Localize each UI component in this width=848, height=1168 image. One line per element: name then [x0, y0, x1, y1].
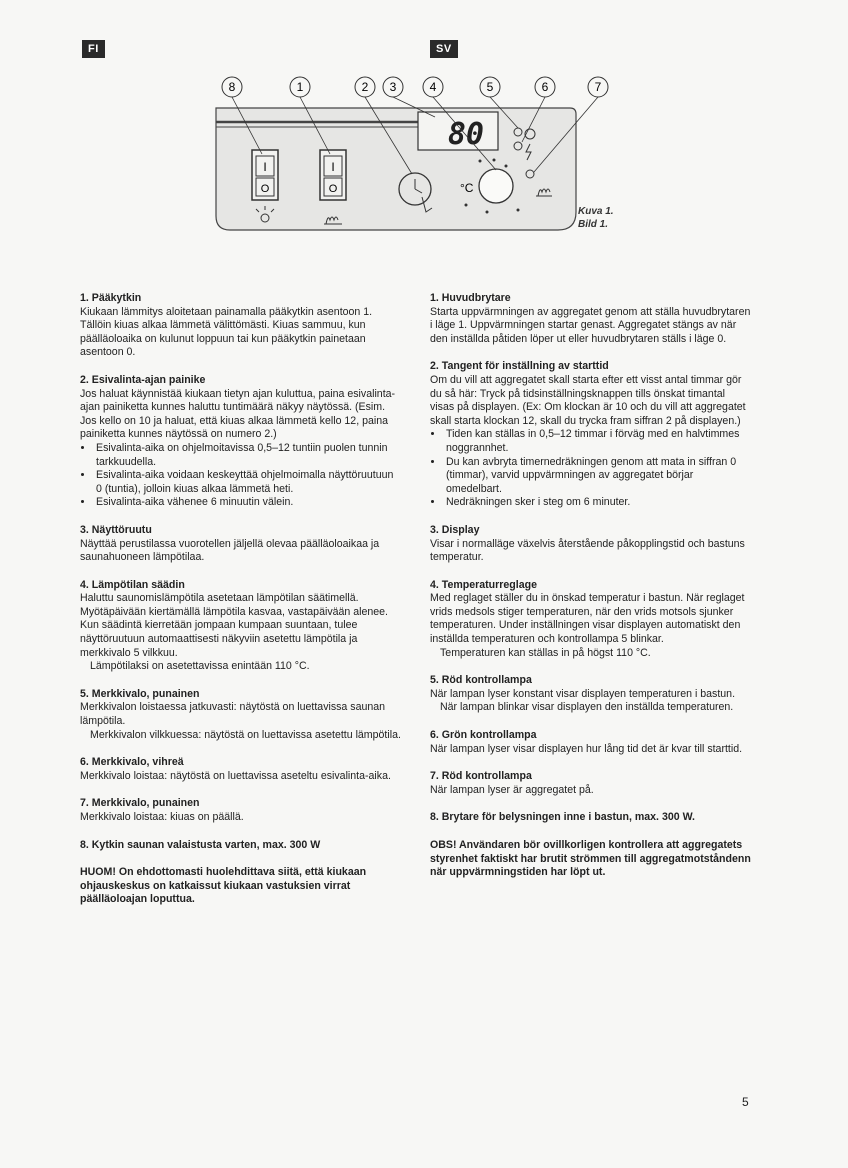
section-heading: 2. Esivalinta-ajan painike — [80, 373, 206, 386]
callout-label: 1 — [296, 80, 304, 94]
caption-sv: Bild 1. — [578, 219, 609, 230]
section — [80, 866, 402, 907]
callout-6 — [535, 77, 555, 97]
section-paragraph: Merkkivalon vilkkuessa: näytöstä on luettavissa asetettu lämpötila. — [90, 728, 401, 741]
section — [80, 524, 402, 565]
callout-label: 4 — [429, 80, 437, 94]
callout-label: 7 — [594, 80, 602, 94]
section — [430, 811, 752, 825]
section — [80, 374, 402, 510]
section-paragraph: Merkkivalon loistaessa jatkuvasti: näytöstä on luettavissa saunan lämpötila. — [80, 701, 386, 728]
finnish-column — [80, 292, 402, 921]
section — [430, 839, 752, 880]
section-heading: 7. Merkkivalo, punainen — [80, 797, 200, 810]
section-paragraph: Om du vill att aggregatet skall starta efter ett visst antal timmar gör du så här: Tryck på tidsinställningsknappen tills önskat timantal visas på displayen. (Ex: Om klockan är 10 och du vill att aggregatet skall starta klockan 12, skall du trycka fram siffran 2 på displayen.) — [430, 373, 746, 427]
section-paragraph: När lampan lyser visar displayen hur lång tid det är kvar till starttid. — [430, 742, 743, 755]
section — [430, 360, 752, 510]
section-heading: 1. Pääkytkin — [80, 292, 142, 304]
section — [80, 688, 402, 742]
section-heading: 3. Näyttöruutu — [80, 523, 152, 536]
section-paragraph: Haluttu saunomislämpötila asetetaan lämpötilan säätimellä. Myötäpäivään kiertämällä lämpötila kasvaa, vastapäivään alenee. Kun säädintä kierretään jompaan kumpaan suuntaan, tulee näyttöruutuun automaattisesti näkyviin asetettu lämpötila ja merkkivalo 5 vilkkuu. — [80, 592, 388, 659]
bullet-item: • Esivalinta-aika voidaan keskeyttää ohjelmoimalla näyttöruutuun 0 (tuntia), jolloin kiuas alkaa lämmetä heti. — [94, 469, 402, 496]
callout-label: 8 — [228, 80, 236, 94]
caption-fi: Kuva 1. — [578, 206, 614, 217]
section-paragraph: Temperaturen kan ställas in på högst 110 °C. — [440, 646, 651, 659]
lang-tag-fi: FI — [82, 40, 105, 58]
light-switch — [252, 150, 278, 200]
section-paragraph: Merkkivalo loistaa: kiuas on päällä. — [80, 811, 244, 823]
section — [80, 797, 402, 824]
section — [430, 292, 752, 346]
section — [430, 674, 752, 715]
bullet-item: • Nedräkningen sker i steg om 6 minuter. — [444, 496, 752, 510]
section-paragraph: När lampan blinkar visar displayen den inställda temperaturen. — [440, 701, 734, 714]
section — [430, 579, 752, 661]
section-paragraph: HUOM! On ehdottomasti huolehdittava siitä, että kiukaan ohjauskeskus on katkaissut kiukaan vastuksien virrat päälläoloajan loputtua. — [80, 866, 367, 906]
callout-8 — [222, 77, 242, 97]
section-paragraph: Kiukaan lämmitys aloitetaan painamalla pääkytkin asentoon 1. Tällöin kiuas alkaa lämmetä välittömästi. Kiuas sammuu, kun päälläoloaika on kulunut loppuun tai kun pääkytkin painetaan asentoon 0. — [80, 305, 373, 359]
switch-on-mark: I — [331, 160, 335, 174]
callout-4 — [423, 77, 443, 97]
callout-label: 3 — [389, 80, 397, 94]
section — [430, 770, 752, 797]
switch-off-mark: O — [260, 183, 270, 195]
control-panel-figure — [200, 72, 630, 252]
section-heading: 8. Brytare för belysningen inne i bastun, max. 300 W. — [430, 811, 695, 824]
section-heading: 6. Grön kontrollampa — [430, 729, 537, 742]
section-heading: 7. Röd kontrollampa — [430, 770, 532, 783]
celsius-label: °C — [460, 181, 474, 195]
section-paragraph: Lämpötilaksi on asetettavissa enintään 110 °C. — [90, 660, 310, 673]
switch-off-mark: O — [328, 183, 338, 195]
swedish-column — [430, 292, 752, 894]
section-heading: 4. Lämpötilan säädin — [80, 578, 185, 591]
section — [430, 524, 752, 565]
callout-label: 2 — [361, 80, 369, 94]
section-heading: 8. Kytkin saunan valaistusta varten, max. 300 W — [80, 838, 321, 851]
section — [430, 729, 752, 756]
section-heading: 1. Huvudbrytare — [430, 292, 511, 304]
section-paragraph: Näyttää perustilassa vuorotellen jäljellä olevaa päälläoloaikaa ja saunahuoneen lämpötilaa. — [80, 537, 380, 564]
section — [80, 756, 402, 783]
callout-1 — [290, 77, 310, 97]
callout-label: 6 — [541, 80, 549, 94]
switch-on-mark: I — [263, 160, 267, 174]
section-heading: 2. Tangent för inställning av starttid — [430, 360, 609, 373]
section-heading: 5. Merkkivalo, punainen — [80, 687, 200, 700]
section — [80, 839, 402, 853]
section-paragraph: Visar i normalläge växelvis återstående påkopplingstid och bastuns temperatur. — [430, 537, 745, 564]
section-paragraph: När lampan lyser konstant visar displayen temperaturen i bastun. — [430, 687, 736, 700]
bullet-item: • Esivalinta-aika vähenee 6 minuutin välein. — [94, 496, 402, 510]
bullet-list — [430, 428, 752, 510]
lang-tag-sv: SV — [430, 40, 458, 58]
bullet-item: • Esivalinta-aika on ohjelmoitavissa 0,5–12 tuntiin puolen tunnin tarkkuudella. — [94, 442, 402, 469]
section-paragraph: Med reglaget ställer du in önskad temperatur i bastun. När reglaget vrids medsols stiger temperaturen, när den vrids motsols sjunker temperaturen. Under inställningen visar displayen automatiskt den inställda temperaturen och kontrollampa 5 blinkar. — [430, 592, 745, 646]
section-heading: 4. Temperaturreglage — [430, 578, 537, 591]
callout-5 — [480, 77, 500, 97]
section-paragraph: Merkkivalo loistaa: näytöstä on luettavissa aseteltu esivalinta-aika. — [80, 769, 391, 782]
bullet-item: • Tiden kan ställas in 0,5–12 timmar i förväg med en halvtimmes noggrannhet. — [444, 428, 752, 455]
main-switch — [320, 150, 346, 200]
section-paragraph: Starta uppvärmningen av aggregatet genom att ställa huvudbrytaren i läge 1. Uppvärmningen startar genast. Aggregatet stängs av när den inställda påtiden löper ut eller huvudbrytaren ställs i läge 0. — [430, 305, 751, 345]
display-readout: 80 — [447, 117, 484, 152]
section-heading: 5. Röd kontrollampa — [430, 674, 532, 687]
section-paragraph: När lampan lyser är aggregatet på. — [430, 783, 594, 796]
bullet-item: • Du kan avbryta timernedräkningen genom att mata in siffran 0 (timmar), varvid uppvärmningen av aggregatet börjar omedelbart. — [444, 456, 752, 497]
section — [80, 579, 402, 674]
callout-7 — [588, 77, 608, 97]
bullet-list — [80, 442, 402, 510]
section-paragraph: Jos haluat käynnistää kiukaan tietyn ajan kuluttua, paina esivalinta-ajan painiketta kunnes haluttu tuntimäärä näkyy näytössä. (Esim. Jos kello on 10 ja haluat, että kiuas alkaa lämmetä kello 12, paina painiketta kunnes näytössä on numero 2.) — [80, 387, 396, 441]
section-heading: 6. Merkkivalo, vihreä — [80, 756, 184, 769]
callout-3 — [383, 77, 403, 97]
section — [80, 292, 402, 360]
section-heading: 3. Display — [430, 523, 480, 536]
section-paragraph: OBS! Användaren bör ovillkorligen kontrollera att aggregatets styrenhet faktiskt har brutit strömmen till aggregatmotståndenn när uppvärmningstiden har löpt ut. — [430, 839, 751, 879]
page-number: 5 — [742, 1095, 749, 1109]
figure-caption — [578, 205, 614, 231]
callout-label: 5 — [486, 80, 494, 94]
callout-2 — [355, 77, 375, 97]
